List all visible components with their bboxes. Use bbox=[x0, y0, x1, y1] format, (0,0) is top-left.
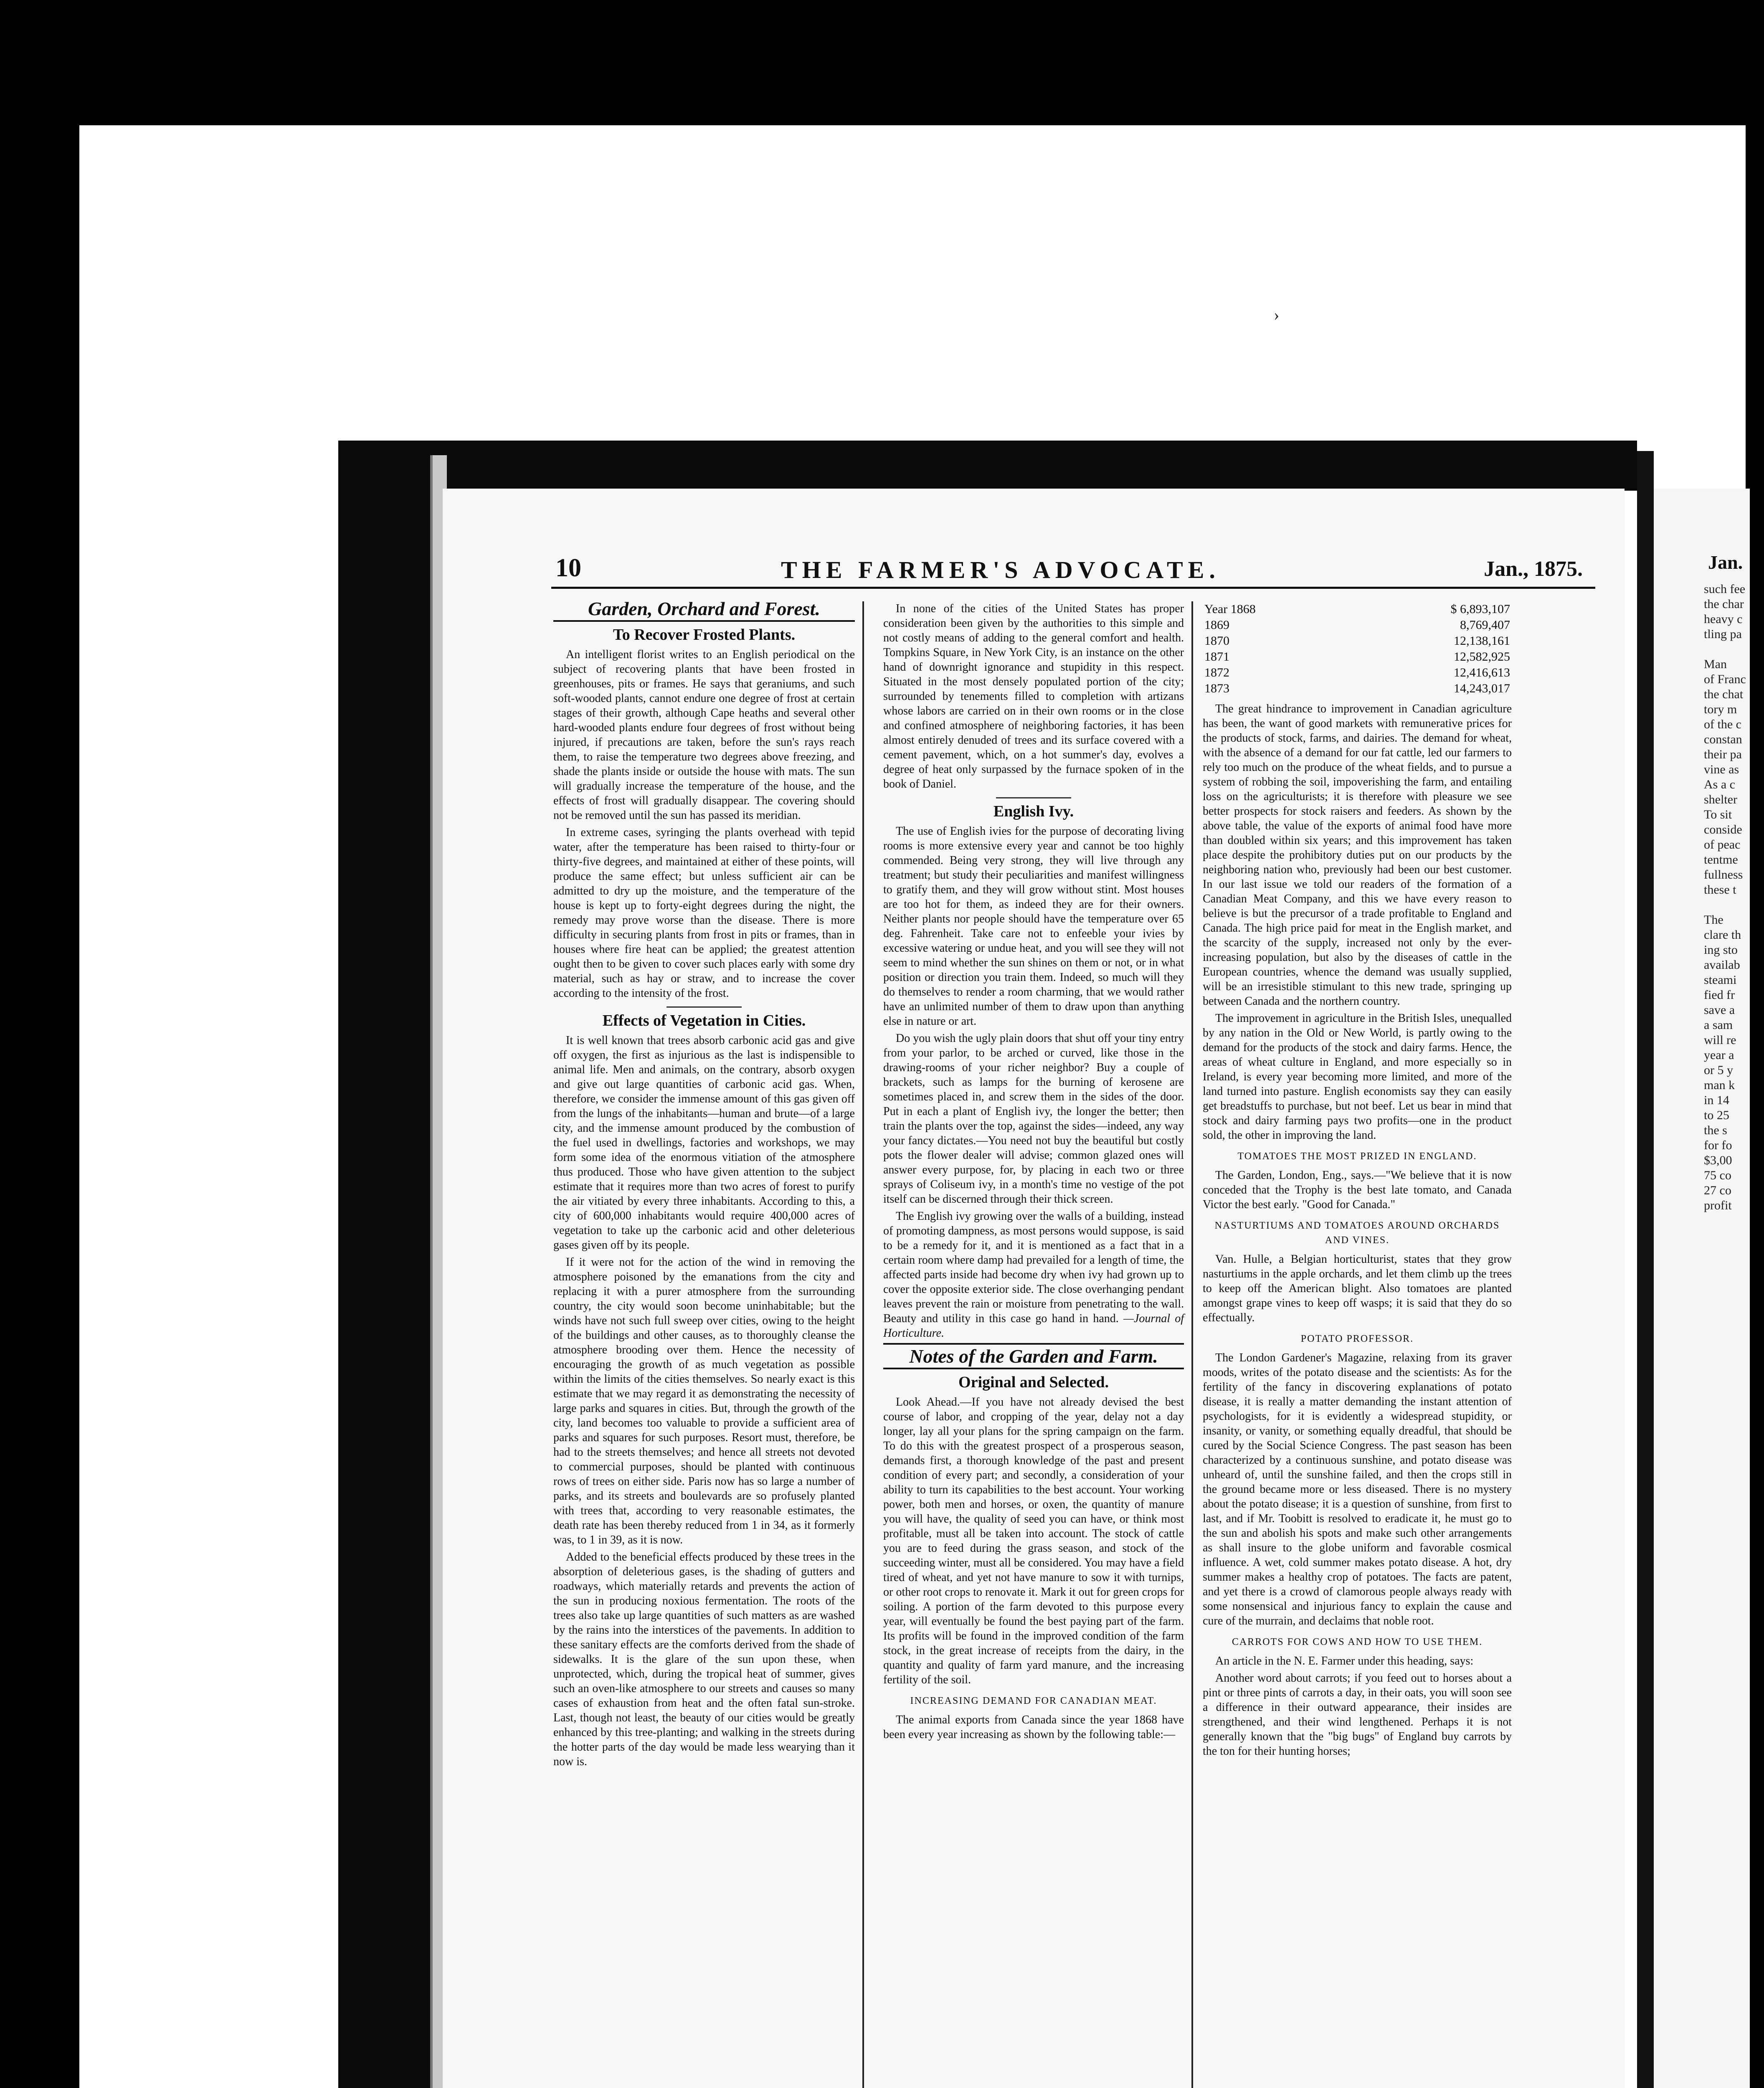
column-1 bbox=[553, 601, 864, 2088]
adjacent-page-lines bbox=[1654, 582, 1750, 1213]
paragraph: Do you wish the ugly plain doors that shut off your tiny entry from your parlor, to be arched or curved, like those in the drawing-rooms of your richer neighbor? Buy a couple of brackets, such as lamps for the burning of kerosene are sometimes placed in, and screw them in the sides of the door. Put in each a plant of English ivy, the longer the better; then train the plants over the top, against the sides—indeed, any way your fancy dictates.—You need not buy the beautiful but costly pots the flower dealer will advise; common glazed ones will answer every purpose, for, by placing in each two or three sprays of Coliseum ivy, in a month's time no vestige of the pot itself can be discerned through their thick screen. bbox=[883, 1032, 1184, 1206]
adjacent-page-line bbox=[1704, 642, 1750, 657]
section-heading-notes: Notes of the Garden and Farm. bbox=[883, 1343, 1184, 1369]
adjacent-page-line bbox=[1704, 897, 1750, 912]
adjacent-page-line: will re bbox=[1704, 1033, 1736, 1047]
exports-table bbox=[1203, 601, 1512, 697]
adjacent-page-line: to 25 bbox=[1704, 1108, 1729, 1122]
adjacent-page-line: tentme bbox=[1704, 853, 1738, 867]
adjacent-page-line: shelter bbox=[1704, 793, 1737, 806]
page-header bbox=[551, 553, 1595, 589]
paragraph: In none of the cities of the United States has proper consideration been given by the authorities to this simple and not costly means of adding to the general comfort and health. Tompkins Square, in New York City, is an instance on the other hand of downright ignorance and stupidity in this respect. Situated in the most densely populated portion of the city; surrounded by tenements filled to completion with artizans whose labors are carried on in their own rooms or in the close and confined atmosphere of neighboring factories, it has been almost entirely denuded of trees and its surface covered with a cement pavement, which, on a hot summer's day, evolves a degree of heat only surpassed by the furnace spoken of in the book of Daniel. bbox=[883, 602, 1184, 791]
adjacent-page-line: Man bbox=[1704, 657, 1727, 671]
adjacent-page-line: in 14 bbox=[1704, 1093, 1729, 1107]
adjacent-page-line: constan bbox=[1704, 732, 1742, 746]
adjacent-page-line: conside bbox=[1704, 823, 1742, 836]
scan-mark-icon: › bbox=[1274, 305, 1280, 324]
subheading-potato-professor: POTATO PROFESSOR. bbox=[1300, 1333, 1414, 1344]
adjacent-page-line: year a bbox=[1704, 1048, 1734, 1062]
subheading-canadian-meat: INCREASING DEMAND FOR CANADIAN MEAT. bbox=[910, 1695, 1157, 1706]
adjacent-page-line: To sit bbox=[1704, 808, 1732, 821]
paragraph: An intelligent florist writes to an English periodical on the subject of recovering plants that have been frosted in greenhouses, pits or frames. He says that geraniums, and such soft-wooded plants, cannot endure one degree of frost at certain stages of their growth, although Cape heaths and several other hard-wooded plants endure four degrees of frost without being injured, if precautions are taken, before the sun's rays reach them, to raise the temperature two degrees above freezing, and shade the plants inside or outside the house with mats. The sun will gradually increase the temperature of the house, and the effects of frost will gradually disappear. The covering should not be removed until the sun has passed its meridian. bbox=[553, 648, 855, 822]
paragraph: In extreme cases, syringing the plants overhead with tepid water, after the temperature has been raised to thirty-four or thirty-five degrees, and maintained at either of these points, will produce the same effect; but unless sufficient air can be admitted to dry up the moisture, and the temperature of the house is kept up to forty-eight degrees during the night, the remedy may prove worse than the disease. There is more difficulty in securing plants from frost in pits or frames, than in houses where fire heat can be applied; the greatest attention ought then to be given to cover such places early with some dry material, such as hay or straw, and to increase the cover according to the intensity of the frost. bbox=[553, 826, 855, 1000]
adjacent-page-line: 27 co bbox=[1704, 1183, 1731, 1197]
subheading-tomatoes: TOMATOES THE MOST PRIZED IN ENGLAND. bbox=[1237, 1151, 1477, 1162]
adjacent-page-date: Jan. bbox=[1708, 552, 1743, 573]
column-2 bbox=[883, 601, 1193, 2088]
paragraph: The London Gardener's Magazine, relaxing from its graver moods, writes of the potato disease and the scientists: As for the fertility of the fancy in discovering explanations of potato disease, it is really a matter demanding the instant attention of psychologists, for it is evidently a widespread stupidity, or insanity, or vanity, or something equally dreadful, that should be cured by the Social Science Congress. The past season has been characterized by a continuous sunshine, and potato disease was unheard of, until the sunshine failed, and then the crops still in the ground became more or less diseased. There is no mystery about the potato disease; it is a question of sunshine, from first to last, and if Mr. Toobitt is resolved to eradicate it, he must go to the sun and abolish his spots and make such other arrangements as shall insure to the globe uniform and favorable cosmical influence. A wet, cold summer makes potato disease. A hot, dry summer makes a healthy crop of potatoes. The facts are patent, and yet there is a crowd of clamorous people always ready with some nonsensical and injurious fancy to explain the cause and cure of the murrain, and declaims that noble root. bbox=[1203, 1351, 1512, 1627]
adjacent-page-line: ing sto bbox=[1704, 943, 1738, 957]
table-row bbox=[1203, 649, 1512, 665]
adjacent-page-line: the char bbox=[1704, 597, 1744, 611]
adjacent-page-line: their pa bbox=[1704, 748, 1742, 761]
adjacent-page-line: steami bbox=[1704, 973, 1737, 987]
table-row bbox=[1203, 633, 1512, 649]
section-subheading: Original and Selected. bbox=[958, 1373, 1109, 1391]
value-cell: 12,582,925 bbox=[1454, 650, 1510, 664]
adjacent-page-line: or 5 y bbox=[1704, 1063, 1733, 1077]
adjacent-page-fragment bbox=[1654, 489, 1750, 2088]
year-cell: 1873 bbox=[1204, 682, 1229, 695]
adjacent-page-line: man k bbox=[1704, 1078, 1735, 1092]
adjacent-page-line: 75 co bbox=[1704, 1168, 1731, 1182]
paragraph: It is well known that trees absorb carbonic acid gas and give off oxygen, the first as injurious as the last is indispensible to animal life. Men and animals, on the contrary, absorb oxygen and give out large quantities of carbonic acid gas. When, therefore, we consider the immense amount of this gas given off from the lungs of the inhabitants—human and brute—of a large city, and the immense amount produced by the combustion of the fuel used in dwellings, factories and workshops, we may form some idea of the enormous vitiation of the atmosphere thus produced. Those who have given attention to the subject estimate that it requires more than two acres of forest to purify the air vitiated by every three inhabitants. According to this, a city of 600,000 inhabitants would require 400,000 acres of vegetation to take up the carbonic acid and other deleterious gases given off by its people. bbox=[553, 1034, 855, 1252]
adjacent-page-line: The bbox=[1704, 913, 1723, 927]
paragraph: The Garden, London, Eng., says.—"We believe that it is now conceded that the Trophy is the best late tomato, and Canada Victor the best early. "Good for Canada." bbox=[1203, 1169, 1512, 1211]
adjacent-page-line: such fee bbox=[1704, 582, 1746, 596]
paragraph: The great hindrance to improvement in Canadian agriculture has been, the want of good markets with remunerative prices for the products of stock, farms, and dairies. The demand for wheat, with the absence of a demand for our fat cattle, led our farmers to rely too much on the produce of the wheat fields, and to pursue a system of robbing the soil, impoverishing the farm, and entailing loss on the agriculturists; it is therefore with pleasure we see better prospects for stock raisers and feeders. As shown by the above table, the value of the exports of animal food have more than doubled within six years; and this improvement has taken place despite the prohibitory duties put on our products by the neighboring nation who, previously had been our best customer. In our last issue we told our readers of the formation of a Canadian Meat Company, and this we have every reason to believe is but the precursor of a trade profitable to England and Canada. The high price paid for meat in the English market, and the scarcity of the supply, increased not only by the ever-increasing population, but also by the diseases of cattle in the European countries, whence the demand was usually supplied, will be an irresistible stimulant to this new trade, springing up between Canada and the northern country. bbox=[1203, 702, 1512, 1008]
issue-date: Jan., 1875. bbox=[1484, 557, 1583, 581]
year-cell: 1870 bbox=[1204, 634, 1229, 648]
value-cell: 12,138,161 bbox=[1454, 634, 1510, 648]
paragraph: The use of English ivies for the purpose of decorating living rooms is more extensive every year and cannot be too highly commended. Being very strong, they will live through any treatment; but study their peculiarities and manifest willingness to gratify them, and they will grow without stint. Most houses are too hot for them, as indeed they are for their owners. Neither plants nor people should have the temperature over 65 deg. Fahrenheit. Take care not to enfeeble your ivies by excessive watering or undue heat, and you will see they will not seem to mind whether the sun shines on them or not, or in what position or direction you train them. Indeed, so much will they do themselves to render a room charming, that we would rather have an unlimited number of them to draw upon than anything else in nature or art. bbox=[883, 825, 1184, 1028]
divider bbox=[996, 797, 1071, 798]
adjacent-page-line: vine as bbox=[1704, 763, 1739, 776]
divider bbox=[667, 1006, 742, 1008]
adjacent-page-line: these t bbox=[1704, 883, 1736, 897]
year-cell: Year 1868 bbox=[1204, 602, 1256, 616]
paragraph: If it were not for the action of the wind in removing the atmosphere poisoned by the emanations from the city and replacing it with a purer atmosphere from the surrounding country, the city would soon become uninhabitable; but the winds have not such full sweep over cities, owing to the height of the buildings and other causes, as to thoroughly cleanse the atmosphere brooding over them. Hence the necessity of encouraging the growth of as much vegetation as possible within the limits of the cities themselves. So nearly exact is this estimate that we may regard it as demonstrating the necessity of large parks and squares in cities. But, through the growth of the city, land becomes too valuable to provide a sufficient area of parks and squares for such purposes. Resort must, therefore, be had to the streets themselves; and hence all streets not devoted to commercial purposes, should be planted with continuous rows of trees on either side. Paris now has so large a number of parks, and its streets and boulevards are so profusely planted with trees that, according to very reasonable estimates, the death rate has been thereby reduced from 1 in 34, as it formerly was, to 1 in 39, as it is now. bbox=[553, 1256, 855, 1546]
adjacent-page-line: the chat bbox=[1704, 687, 1744, 701]
attribution: —Journal of Horticulture. bbox=[883, 1312, 1184, 1340]
value-cell: 12,416,613 bbox=[1454, 666, 1510, 679]
year-cell: 1871 bbox=[1204, 650, 1229, 664]
adjacent-page-line: save a bbox=[1704, 1003, 1735, 1017]
masthead-title: THE FARMER'S ADVOCATE. bbox=[781, 556, 1220, 583]
year-cell: 1869 bbox=[1204, 618, 1229, 632]
adjacent-page-line: a sam bbox=[1704, 1018, 1733, 1032]
adjacent-page-line: for fo bbox=[1704, 1138, 1732, 1152]
adjacent-page-line: availab bbox=[1704, 958, 1740, 972]
value-cell: 8,769,407 bbox=[1460, 618, 1510, 632]
adjacent-page-line: tory m bbox=[1704, 702, 1737, 716]
article-title-english-ivy: English Ivy. bbox=[993, 803, 1074, 820]
paragraph: Another word about carrots; if you feed out to horses about a pint or three pints of carrots a day, in their oats, you will soon see a difference in their outward appearance, their insides are strengthened, and their wind lengthened. Perhaps it is not generally known that the "big bugs" of England buy carrots by the ton for their hunting horses; bbox=[1203, 1672, 1512, 1758]
paragraph: Van. Hulle, a Belgian horticulturist, states that they grow nasturtiums in the apple orchards, and let them climb up the trees to keep off the American blight. Also tomatoes are planted amongst grape vines to keep off wasps; it is said that they do so effectually. bbox=[1203, 1253, 1512, 1324]
adjacent-page-line: fied fr bbox=[1704, 988, 1735, 1002]
adjacent-page-line: tling pa bbox=[1704, 627, 1742, 641]
binding-top-shadow bbox=[338, 441, 1637, 491]
subheading-carrots: CARROTS FOR COWS AND HOW TO USE THEM. bbox=[1232, 1637, 1483, 1647]
binding-left-shadow bbox=[338, 441, 434, 2088]
table-row bbox=[1203, 665, 1512, 681]
value-cell: 14,243,017 bbox=[1454, 682, 1510, 695]
paragraph-text: The English ivy growing over the walls of a building, instead of promoting dampness, as most persons would suppose, is said to be a remedy for it, and it is mentioned as a fact that in a certain room where damp had prevailed for a length of time, the affected parts inside had become dry when ivy had grown up to cover the opposite exterior side. The close overhanging pendant leaves prevent the rain or moisture from penetrating to the wall. Beauty and utility in this case go hand in hand. bbox=[883, 1210, 1184, 1325]
table-row bbox=[1203, 601, 1512, 617]
adjacent-page-line: of the c bbox=[1704, 717, 1741, 731]
adjacent-page-line: the s bbox=[1704, 1123, 1727, 1137]
table-row bbox=[1203, 681, 1512, 697]
table-row bbox=[1203, 617, 1512, 633]
adjacent-page-line: fullness bbox=[1704, 868, 1743, 882]
adjacent-page-line: profit bbox=[1704, 1199, 1732, 1212]
column-3 bbox=[1203, 601, 1512, 2088]
paragraph bbox=[883, 1209, 1184, 1340]
article-title-vegetation: Effects of Vegetation in Cities. bbox=[602, 1012, 806, 1029]
adjacent-page-line: clare th bbox=[1704, 928, 1741, 942]
paragraph: The improvement in agriculture in the British Isles, unequalled by any nation in the Old or New World, is partly owing to the demand for the products of the stock and dairy farms. Hence, the areas of wheat culture in England, and more especially so in Ireland, is every year becoming more limited, and more of the land turned into pasture. English economists say they can easily get breadstuffs to purchase, but not beef. Let us bear in mind that stock and dairy farming pays two profits—one in the product sold, the other in improving the land. bbox=[1203, 1012, 1512, 1142]
gutter-shadow bbox=[1637, 451, 1654, 2088]
value-cell: $ 6,893,107 bbox=[1450, 602, 1510, 616]
paragraph: An article in the N. E. Farmer under this heading, says: bbox=[1215, 1655, 1474, 1667]
year-cell: 1872 bbox=[1204, 666, 1229, 679]
adjacent-page-line: of Franc bbox=[1704, 672, 1746, 686]
adjacent-page-line: $3,00 bbox=[1704, 1153, 1732, 1167]
paragraph: The animal exports from Canada since the year 1868 have been every year increasing as shown by the following table:— bbox=[883, 1713, 1184, 1741]
page-number: 10 bbox=[555, 554, 581, 582]
adjacent-page-line: heavy c bbox=[1704, 612, 1743, 626]
paragraph: Look Ahead.—If you have not already devised the best course of labor, and cropping of the year, delay not a day longer, lay all your plans for the spring campaign on the farm. To do this with the greatest prospect of a prosperous season, demands first, a thorough knowledge of the past and present condition of every part; and secondly, a consideration of your ability to turn its capabilities to the best account. Your working power, both men and horses, or oxen, the quantity of manure you will have, the quality of seed you can have, or think most profitable, must all be taken into account. The stock of cattle you are to feed during the grass season, and stock of the succeeding winter, must all be considered. You may have a field tired of wheat, and yet not have manure to sow it with turnips, or other root crops to renovate it. Mark it out for green crops for soiling. A portion of the farm devoted to this purpose every year, will eventually be found the best paying part of the farm. Its profits will be found in the improved condition of the farm stock, in the great increase of receipts from the dairy, in the quantity and quality of farm yard manure, and the increasing fertility of the soil. bbox=[883, 1396, 1184, 1686]
adjacent-page-line: As a c bbox=[1704, 778, 1735, 791]
paragraph: Added to the beneficial effects produced by these trees in the absorption of deleterious gases, is the shading of gutters and roadways, which materially retards and prevents the action of the sun in producing noxious fermentation. The roots of the trees also take up large quantities of such matters as are washed by the rains into the interstices of the pavements. In addition to these sanitary effects are the comforts derived from the shade of sidewalks. It is the glare of the sun upon these, when unprotected, which, during the tropical heat of summer, gives such an oven-like atmosphere to our streets and causes so many cases of exhaustion from heat and the often fatal sun-stroke. Last, though not least, the beauty of our cities would be greatly enhanced by this tree-planting; and walking in the streets during the hotter parts of the day would be made less wearying than it now is. bbox=[553, 1551, 855, 1768]
adjacent-page-line: of peac bbox=[1704, 838, 1741, 851]
article-title-frosted-plants: To Recover Frosted Plants. bbox=[613, 626, 796, 644]
section-heading-garden: Garden, Orchard and Forest. bbox=[553, 601, 855, 622]
subheading-nasturtiums: NASTURTIUMS AND TOMATOES AROUND ORCHARDS AND VINES. bbox=[1214, 1220, 1500, 1246]
